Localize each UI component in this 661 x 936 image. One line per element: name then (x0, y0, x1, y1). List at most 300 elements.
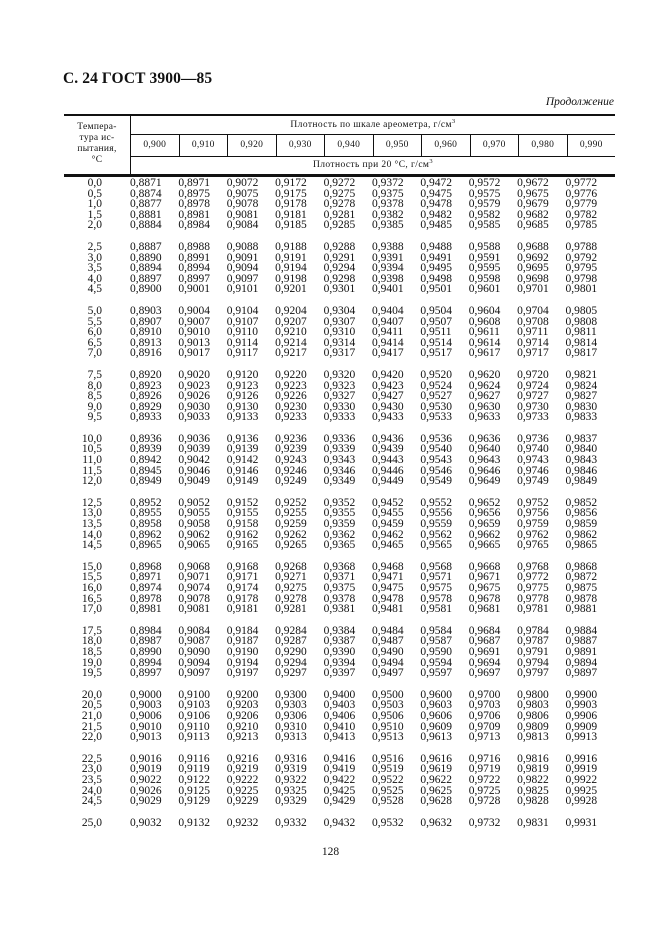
row-group (64, 498, 615, 551)
density-cell: 0,8971 (130, 571, 162, 584)
density-cell: 0,9316 (275, 752, 307, 765)
density-cell: 0,9033 (178, 411, 211, 424)
density-cell: 0,9287 (275, 635, 307, 648)
density-cell: 0,8981 (130, 603, 162, 616)
density-cell: 0,9471 (371, 571, 404, 584)
density-cell: 0,9856 (565, 507, 598, 520)
density-cell: 0,9833 (565, 411, 598, 424)
density-cell: 0,9506 (371, 709, 404, 722)
density-cell: 0,9130 (226, 400, 259, 413)
temperature-cell: 12,0 (81, 475, 102, 488)
density-cell: 0,9698 (517, 272, 549, 285)
density-cell: 0,9678 (468, 592, 501, 605)
density-cell: 0,9346 (323, 464, 356, 477)
density-cell: 0,9178 (226, 592, 259, 605)
density-values (130, 818, 614, 829)
temperature-cell: 13,0 (81, 507, 102, 520)
density-cell: 0,9849 (565, 475, 598, 488)
density-cell: 0,8997 (130, 667, 162, 680)
density-cell: 0,9203 (226, 699, 259, 712)
table-row (64, 711, 615, 722)
density-cell: 0,9791 (517, 645, 549, 658)
density-cell: 0,9514 (420, 336, 452, 349)
temperature-cell: 22,0 (81, 731, 102, 744)
density-cell: 0,9491 (420, 251, 452, 264)
density-cell: 0,9023 (178, 379, 211, 392)
temperature-cell: 20,5 (81, 699, 102, 712)
table-body (64, 178, 615, 839)
density-cell: 0,9519 (371, 763, 404, 776)
density-cell: 0,9749 (517, 475, 549, 488)
density-cell: 0,9603 (420, 699, 452, 712)
density-cell: 0,9632 (420, 816, 452, 829)
density-cell: 0,9262 (275, 528, 307, 541)
density-cell: 0,9475 (420, 187, 452, 200)
temperature-cell: 3,0 (87, 251, 102, 264)
density-cell: 0,9711 (517, 326, 549, 339)
density-cell: 0,8987 (130, 635, 162, 648)
density-cell: 0,9759 (517, 518, 549, 531)
density-cell: 0,9094 (226, 262, 259, 275)
density-cell: 0,9585 (468, 219, 501, 232)
density-cell: 0,9462 (371, 528, 404, 541)
temperature-cell: 11,0 (82, 454, 102, 467)
density-cell: 0,9058 (178, 518, 211, 531)
temperature-cell: 4,0 (87, 272, 102, 285)
density-cell: 0,9446 (371, 464, 404, 477)
density-cell: 0,9487 (371, 635, 404, 648)
density-cell: 0,9384 (323, 624, 356, 637)
temperature-cell: 9,5 (87, 411, 102, 424)
density-cell: 0,9336 (323, 432, 356, 445)
density-cell: 0,9026 (130, 784, 162, 797)
temperature-cell: 6,0 (87, 326, 102, 339)
density-cell: 0,9307 (323, 315, 356, 328)
density-cell: 0,9433 (371, 411, 404, 424)
density-cell: 0,9784 (517, 624, 549, 637)
scale-values-row (131, 135, 615, 156)
density-cell: 0,9449 (371, 475, 404, 488)
density-cell: 0,9622 (420, 773, 452, 786)
superscript: 3 (429, 158, 433, 165)
density-values (130, 348, 614, 359)
density-cell: 0,9126 (226, 390, 259, 403)
density-cell: 0,9055 (178, 507, 211, 520)
density-cell: 0,9236 (275, 432, 307, 445)
density-cell: 0,9624 (468, 379, 501, 392)
density-cell: 0,9078 (178, 592, 211, 605)
density-cell: 0,9297 (275, 667, 307, 680)
table-row (64, 775, 615, 786)
density-cell: 0,9725 (468, 784, 501, 797)
density-cell: 0,9671 (468, 571, 501, 584)
temperature-cell: 2,5 (87, 240, 102, 253)
density-cell: 0,9404 (371, 304, 404, 317)
density-cell: 0,9575 (420, 582, 452, 594)
density-cell: 0,9072 (226, 177, 259, 189)
temperature-cell: 17,0 (81, 603, 102, 616)
density-cell: 0,9319 (275, 763, 307, 776)
density-cell: 0,9875 (565, 582, 598, 594)
density-cell: 0,9922 (565, 773, 598, 786)
density-cell: 0,8916 (130, 347, 162, 360)
density-cell: 0,8923 (130, 379, 162, 392)
density-cell: 0,9528 (371, 795, 404, 808)
density-cell: 0,9006 (130, 709, 162, 722)
density-cell: 0,9733 (517, 411, 549, 424)
temperature-cell: 14,5 (81, 539, 102, 552)
density-cell: 0,9765 (517, 539, 549, 552)
density-cell: 0,9800 (517, 688, 549, 701)
density-cell: 0,9768 (517, 560, 549, 573)
row-group (64, 434, 615, 487)
density-cell: 0,9114 (226, 336, 258, 349)
table-row (64, 583, 615, 594)
density-cell: 0,9792 (565, 251, 598, 264)
density-cell: 0,9536 (420, 432, 452, 445)
density-cell: 0,9113 (178, 731, 210, 744)
density-cell: 0,9843 (565, 454, 598, 467)
density-cell: 0,9562 (420, 528, 452, 541)
density-cell: 0,9387 (323, 635, 356, 648)
density-cell: 0,9584 (420, 624, 452, 637)
density-cell: 0,9814 (565, 336, 598, 349)
density-cell: 0,9579 (468, 198, 501, 211)
density-cell: 0,9504 (420, 304, 452, 317)
density-values (130, 540, 614, 551)
density-cell: 0,9184 (226, 624, 259, 637)
density-cell: 0,9732 (468, 816, 501, 829)
density-cell: 0,9410 (323, 720, 356, 733)
density-cell: 0,9619 (420, 763, 452, 776)
density-cell: 0,9088 (226, 240, 259, 253)
temperature-cell: 10,0 (81, 432, 102, 445)
density-cell: 0,9568 (420, 560, 452, 573)
temperature-cell: 19,0 (81, 656, 102, 669)
row-group (64, 242, 615, 295)
temperature-cell: 11,5 (82, 464, 102, 477)
temperature-cell: 16,5 (81, 592, 102, 605)
density-cell: 0,9065 (178, 539, 211, 552)
density-cell: 0,9107 (226, 315, 259, 328)
table-row (64, 647, 615, 658)
density-cell: 0,9828 (517, 795, 549, 808)
density-cell: 0,9840 (565, 443, 598, 456)
density-cell: 0,9682 (517, 208, 549, 221)
density-cell: 0,9611 (468, 326, 500, 339)
density-cell: 0,9398 (371, 272, 404, 285)
density-cell: 0,8887 (130, 240, 162, 253)
density-cell: 0,9294 (323, 262, 356, 275)
density-cell: 0,9894 (565, 656, 598, 669)
density-cell: 0,9117 (226, 347, 258, 360)
density-cell: 0,9103 (178, 699, 211, 712)
density-cell: 0,9278 (275, 592, 307, 605)
density-cell: 0,9042 (178, 454, 211, 467)
density-cell: 0,9284 (275, 624, 307, 637)
density-cell: 0,9805 (565, 304, 598, 317)
density-cell: 0,9811 (565, 326, 597, 339)
density-cell: 0,8942 (130, 454, 162, 467)
density-cell: 0,8974 (130, 582, 162, 594)
density-cell: 0,9797 (517, 667, 549, 680)
density-cell: 0,9139 (226, 443, 259, 456)
density-cell: 0,9827 (565, 390, 598, 403)
temperature-cell: 24,5 (81, 795, 102, 808)
density-cell: 0,9304 (323, 304, 356, 317)
table-row (64, 476, 615, 487)
density-cell: 0,9214 (275, 336, 307, 349)
density-cell: 0,9194 (275, 262, 307, 275)
density-cell: 0,9868 (565, 560, 598, 573)
density-cell: 0,8971 (178, 177, 211, 189)
density-values (130, 476, 614, 487)
density-cell: 0,9540 (420, 443, 452, 456)
density-cell: 0,9174 (226, 582, 259, 594)
density-cell: 0,9368 (323, 560, 356, 573)
density-cell: 0,9730 (517, 400, 549, 413)
density-cell: 0,9801 (565, 283, 598, 296)
density-cell: 0,9695 (517, 262, 549, 275)
density-cell: 0,9881 (565, 603, 598, 616)
density-cell: 0,9371 (323, 571, 356, 584)
density-cell: 0,9530 (420, 400, 452, 413)
density-cell: 0,9049 (178, 475, 211, 488)
density-cell: 0,9852 (565, 496, 598, 509)
temperature-cell: 7,0 (87, 347, 102, 360)
density-cell: 0,9606 (420, 709, 452, 722)
density-cell: 0,9229 (226, 795, 259, 808)
density-cell: 0,8994 (178, 262, 211, 275)
density-cell: 0,9701 (517, 283, 549, 296)
density-cell: 0,9679 (517, 198, 549, 211)
density-cell: 0,9887 (565, 635, 598, 648)
density-values (130, 775, 614, 786)
table-row (64, 818, 615, 829)
density-cell: 0,9232 (226, 816, 259, 829)
density-cell: 0,9013 (130, 731, 162, 744)
density-cell: 0,9688 (517, 240, 549, 253)
temperature-cell: 13,5 (81, 518, 102, 531)
table-row (64, 732, 615, 743)
density-cell: 0,9659 (468, 518, 501, 531)
density-cell: 0,9194 (226, 656, 259, 669)
header-rule (131, 156, 615, 157)
density-values (130, 178, 614, 189)
density-cell: 0,9630 (468, 400, 501, 413)
density-cell: 0,9175 (275, 187, 307, 200)
density-cell: 0,9772 (565, 177, 598, 189)
density-cell: 0,9604 (468, 304, 501, 317)
density-cell: 0,9675 (468, 582, 501, 594)
density-cell: 0,9052 (178, 496, 211, 509)
density-cell: 0,8926 (130, 390, 162, 403)
density-cell: 0,9728 (468, 795, 501, 808)
density-cell: 0,9781 (517, 603, 549, 616)
density-cell: 0,9129 (178, 795, 211, 808)
density-cell: 0,9046 (178, 464, 211, 477)
density-cell: 0,9643 (468, 454, 501, 467)
density-cell: 0,9439 (371, 443, 404, 456)
density-cell: 0,9928 (565, 795, 598, 808)
density-cell: 0,9597 (420, 667, 452, 680)
density-cell: 0,9029 (130, 795, 162, 808)
density-cell: 0,8929 (130, 400, 162, 413)
density-cell: 0,9697 (468, 667, 501, 680)
density-cell: 0,9116 (178, 752, 210, 765)
density-cell: 0,8981 (178, 208, 211, 221)
scale-value-cell: 0,930 (276, 135, 325, 156)
density-cell: 0,9692 (517, 251, 549, 264)
density-cell: 0,9201 (275, 283, 307, 296)
density-cell: 0,9081 (226, 208, 259, 221)
density-cell: 0,9909 (565, 720, 598, 733)
density-cell: 0,9301 (323, 283, 356, 296)
density-cell: 0,9210 (226, 720, 259, 733)
density-cell: 0,9010 (130, 720, 162, 733)
density-cell: 0,9271 (275, 571, 307, 584)
density-cell: 0,9191 (275, 251, 307, 264)
density-cell: 0,9713 (468, 731, 501, 744)
density-cell: 0,9001 (178, 283, 211, 296)
density-cell: 0,9803 (517, 699, 549, 712)
density-cell: 0,8984 (178, 219, 211, 232)
density-cell: 0,9429 (323, 795, 356, 808)
density-cell: 0,9482 (420, 208, 452, 221)
density-cell: 0,9720 (517, 368, 549, 381)
density-cell: 0,9407 (371, 315, 404, 328)
density-cell: 0,8988 (178, 240, 211, 253)
density-cell: 0,9798 (565, 272, 598, 285)
temperature-cell: 8,5 (87, 390, 102, 403)
density-cell: 0,9013 (178, 336, 211, 349)
density-cell: 0,9794 (517, 656, 549, 669)
density-cell: 0,9468 (371, 560, 404, 573)
density-cell: 0,9425 (323, 784, 356, 797)
density-cell: 0,9831 (517, 816, 549, 829)
density-cell: 0,9746 (517, 464, 549, 477)
density-cell: 0,9709 (468, 720, 501, 733)
density-cell: 0,9513 (371, 731, 404, 744)
temperature-cell: 3,5 (87, 262, 102, 275)
density-cell: 0,9017 (178, 347, 211, 360)
density-cell: 0,9004 (178, 304, 211, 317)
density-cell: 0,9185 (275, 219, 307, 232)
density-cell: 0,9288 (323, 240, 356, 253)
density-values (130, 796, 614, 807)
density-cell: 0,9417 (371, 347, 404, 360)
density-cell: 0,9071 (178, 571, 211, 584)
density-cell: 0,9878 (565, 592, 598, 605)
density-cell: 0,9403 (323, 699, 356, 712)
density-cell: 0,9252 (275, 496, 307, 509)
density-cell: 0,9339 (323, 443, 356, 456)
density-cell: 0,9511 (420, 326, 452, 339)
density-cell: 0,9722 (468, 773, 501, 786)
density-cell: 0,9608 (468, 315, 501, 328)
temperature-cell: 2,0 (87, 219, 102, 232)
density-cell: 0,9788 (565, 240, 598, 253)
density-cell: 0,9123 (226, 379, 259, 392)
density-cell: 0,9436 (371, 432, 404, 445)
density-cell: 0,9394 (371, 262, 404, 275)
density-cell: 0,9136 (226, 432, 259, 445)
density-cell: 0,9640 (468, 443, 501, 456)
density-cell: 0,9419 (323, 763, 356, 776)
density-cell: 0,9572 (468, 177, 501, 189)
density-cell: 0,9587 (420, 635, 452, 648)
density-cell: 0,9372 (371, 177, 404, 189)
temperature-cell: 5,0 (87, 304, 102, 317)
scale-value-cell: 0,910 (179, 135, 228, 156)
table-row (64, 796, 615, 807)
scale-value-cell: 0,980 (518, 135, 567, 156)
density-cell: 0,9375 (371, 187, 404, 200)
density-cell: 0,9268 (275, 560, 307, 573)
density-cell: 0,8991 (178, 251, 211, 264)
density-cell: 0,8910 (130, 326, 162, 339)
density-cell: 0,9030 (178, 400, 211, 413)
density-cell: 0,9533 (420, 411, 452, 424)
density-cell: 0,9391 (371, 251, 404, 264)
density-cell: 0,9149 (226, 475, 259, 488)
density-cell: 0,9646 (468, 464, 501, 477)
scale-value-cell: 0,940 (324, 135, 373, 156)
row-group (64, 754, 615, 807)
temperature-cell: 1,5 (87, 208, 102, 221)
density-values (130, 668, 614, 679)
density-cell: 0,9776 (565, 187, 598, 200)
density-cell: 0,9165 (226, 539, 259, 552)
density-cell: 0,9132 (178, 816, 211, 829)
density-cell: 0,9497 (371, 667, 404, 680)
density-cell: 0,9362 (323, 528, 356, 541)
density-cell: 0,9081 (178, 603, 211, 616)
density-cell: 0,8990 (130, 645, 162, 658)
density-cell: 0,9281 (323, 208, 356, 221)
density-cell: 0,9343 (323, 454, 356, 467)
temperature-cell: 7,5 (87, 368, 102, 381)
density-cell: 0,9330 (323, 400, 356, 413)
density-cell: 0,9210 (275, 326, 307, 339)
density-cell: 0,9294 (275, 656, 307, 669)
density-cell: 0,8894 (130, 262, 162, 275)
density-cell: 0,9022 (130, 773, 162, 786)
density-cell: 0,9230 (275, 400, 307, 413)
density-cell: 0,9352 (323, 496, 356, 509)
density-cell: 0,9322 (275, 773, 307, 786)
density-cell: 0,9813 (517, 731, 549, 744)
density-cell: 0,9571 (420, 571, 452, 584)
temperature-cell: 23,0 (81, 763, 102, 776)
temperature-cell: 0,0 (87, 177, 102, 189)
temperature-cell: 21,0 (81, 709, 102, 722)
density-cell: 0,9378 (323, 592, 356, 605)
density-cell: 0,9549 (420, 475, 452, 488)
temperature-cell: 10,5 (81, 443, 102, 456)
density-cell: 0,9100 (178, 688, 211, 701)
density-cell: 0,9609 (420, 720, 452, 733)
density-cell: 0,9162 (226, 528, 259, 541)
table-row (64, 370, 615, 381)
density-cell: 0,9884 (565, 624, 598, 637)
density-cell: 0,9032 (130, 816, 162, 829)
density-cell: 0,9019 (130, 763, 162, 776)
density-cell: 0,9694 (468, 656, 501, 669)
density-cell: 0,9775 (517, 582, 549, 594)
density-cell: 0,9925 (565, 784, 598, 797)
temperature-cell: 23,5 (81, 773, 102, 786)
